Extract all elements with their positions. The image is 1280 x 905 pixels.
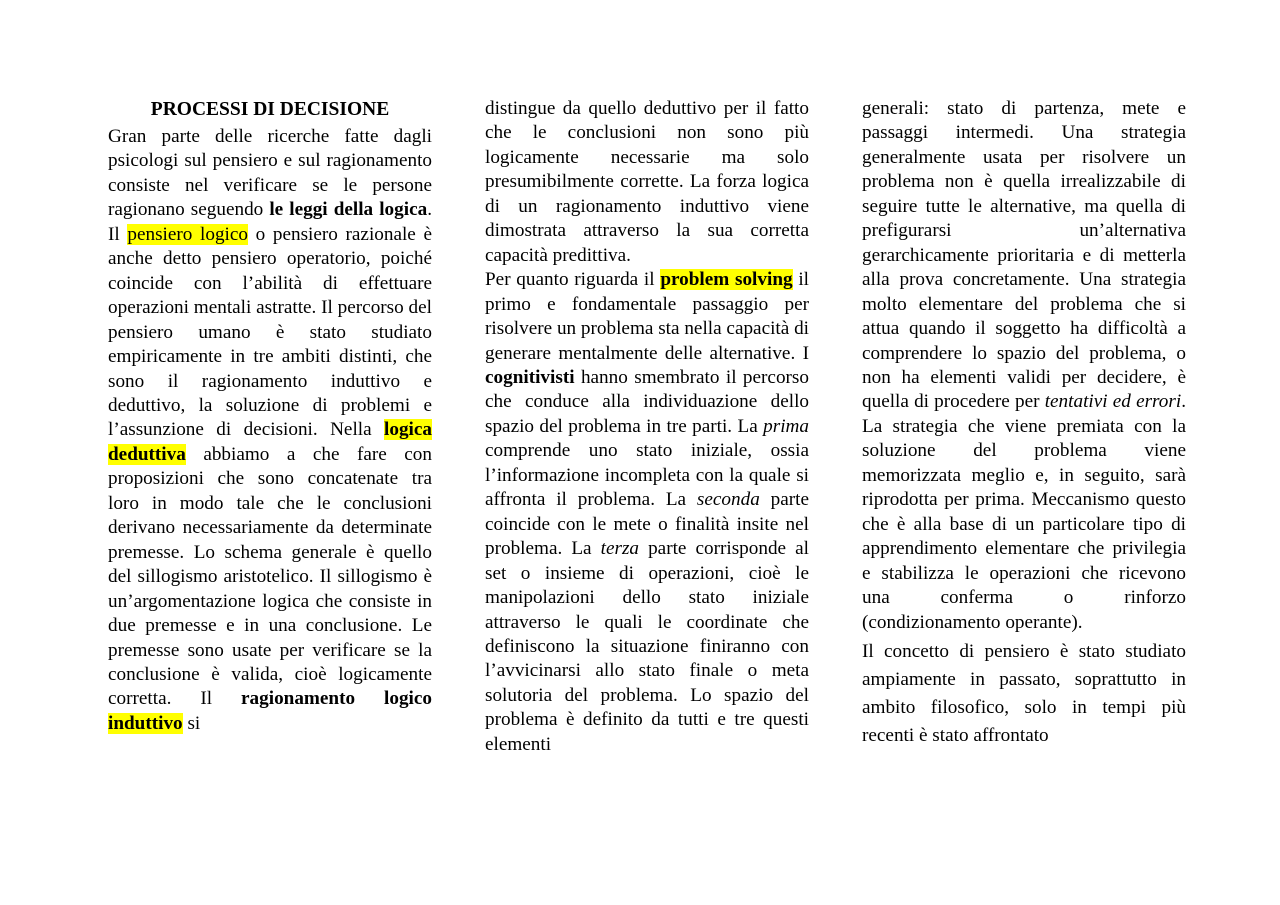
text-run: . La strategia che viene premiata con la soluzione del problema viene memorizzata meglio e, in seguito, sarà riprodotta per prima. Meccanismo questo che è alla base di un particolare tipo di apprendimento elementare che privilegia e stabilizza le operazioni che ricevono una conferma o rinforzo (condizionamento operante). xyxy=(862,391,1186,633)
bold-phrase-cognitivisti: cognitivisti xyxy=(485,366,575,388)
text-run: Gran parte delle ricerche fatte dagli psicologi sul pensiero e sul ragionamento consiste nel verificare se le persone ragionano seguendo xyxy=(108,126,432,221)
italic-tentativi-errori: tentativi ed errori xyxy=(1044,391,1182,413)
highlight-pensiero-logico: pensiero logico xyxy=(127,223,248,245)
text-run: abbiamo a che fare con proposizioni che sono concatenate tra loro in modo tale che le conclusioni derivano necessariamente da determinate premesse. Lo schema generale è quello del sillogismo aristotelico. Il sillogismo è un’argomentazione logica che consiste in due premesse e in una conclusione. Le premesse sono usate per verificare se la conclusione è valida, cioè logicamente corretta. Il xyxy=(108,443,432,710)
text-run: comprende uno stato iniziale, ossia l’informazione incompleta con la quale si affronta il problema. La xyxy=(485,440,809,511)
text-run: hanno smembrato il percorso che conduce alla individuazione dello spazio del problema in tre parti. La xyxy=(485,366,809,437)
document-title: PROCESSI DI DECISIONE xyxy=(150,99,390,120)
paragraph-problem-solving xyxy=(485,268,809,757)
italic-prima: prima xyxy=(763,415,809,437)
text-column-2 xyxy=(485,97,809,757)
paragraph-intro xyxy=(108,125,432,736)
text-run: parte corrisponde al set o insieme di operazioni, cioè le manipolazioni dello stato iniziale attraverso le quali le coordinate che definiscono la situazione finiranno con l’avvicinarsi allo stato finale o meta solutoria del problema. Lo spazio del problema è definito da tutti e tre questi elementi xyxy=(485,538,809,755)
highlight-induttivo: induttivo xyxy=(108,712,183,734)
text-run: generali: stato di partenza, mete e passaggi intermedi. Una strategia generalmente usata per risolvere un problema non è quella irrealizzabile di seguire tutte le alternative, ma quella di prefigurarsi un’alternativa gerarchicamente prioritaria e di metterla alla prova concretamente. Una strategia molto elementare del problema che si attua quando il soggetto ha difficoltà a comprendere lo spazio del problema, o non ha elementi validi per decidere, è quella di procedere per xyxy=(862,98,1186,413)
text-run: si xyxy=(182,712,201,734)
highlight-problem-solving: problem solving xyxy=(660,269,793,291)
text-column-1 xyxy=(108,97,432,736)
paragraph-induttivo: distingue da quello deduttivo per il fatto che le conclusioni non sono più logicamente necessarie ma solo presumibilmente corrette. La forza logica di un ragionamento induttivo viene dimostrata attraverso la sua corretta capacità predittiva. xyxy=(485,98,809,266)
text-run: Per quanto riguarda il xyxy=(485,269,661,291)
bold-phrase-ragionamento-logico: ragionamento logico xyxy=(241,688,432,710)
italic-seconda: seconda xyxy=(696,489,760,511)
text-run: parte coincide con le mete o finalità insite nel problema. La xyxy=(485,489,809,560)
paragraph-strategie xyxy=(862,97,1186,635)
text-column-3 xyxy=(862,97,1186,750)
text-run: o pensiero razionale è anche detto pensiero operatorio, poiché coincide con l’abilità di effettuare operazioni mentali astratte. Il percorso del pensiero umano è stato studiato empiricamente in tre ambiti distinti, che sono il ragionamento induttivo e deduttivo, la soluzione di problemi e l’assunzione di decisioni. Nella xyxy=(108,223,432,441)
paragraph-concetto-pensiero: Il concetto di pensiero è stato studiato ampiamente in passato, soprattutto in ambito filosofico, solo in tempi più recenti è stato affrontato xyxy=(862,640,1186,746)
italic-terza: terza xyxy=(600,538,640,560)
bold-phrase-leggi-logica: le leggi della logica xyxy=(269,199,428,221)
text-run: . Il xyxy=(108,199,432,245)
text-run: il primo e fondamentale passaggio per risolvere un problema sta nella capacità di generare mentalmente delle alternative. I xyxy=(485,269,809,364)
highlight-logica-deduttiva: logica deduttiva xyxy=(108,419,432,465)
